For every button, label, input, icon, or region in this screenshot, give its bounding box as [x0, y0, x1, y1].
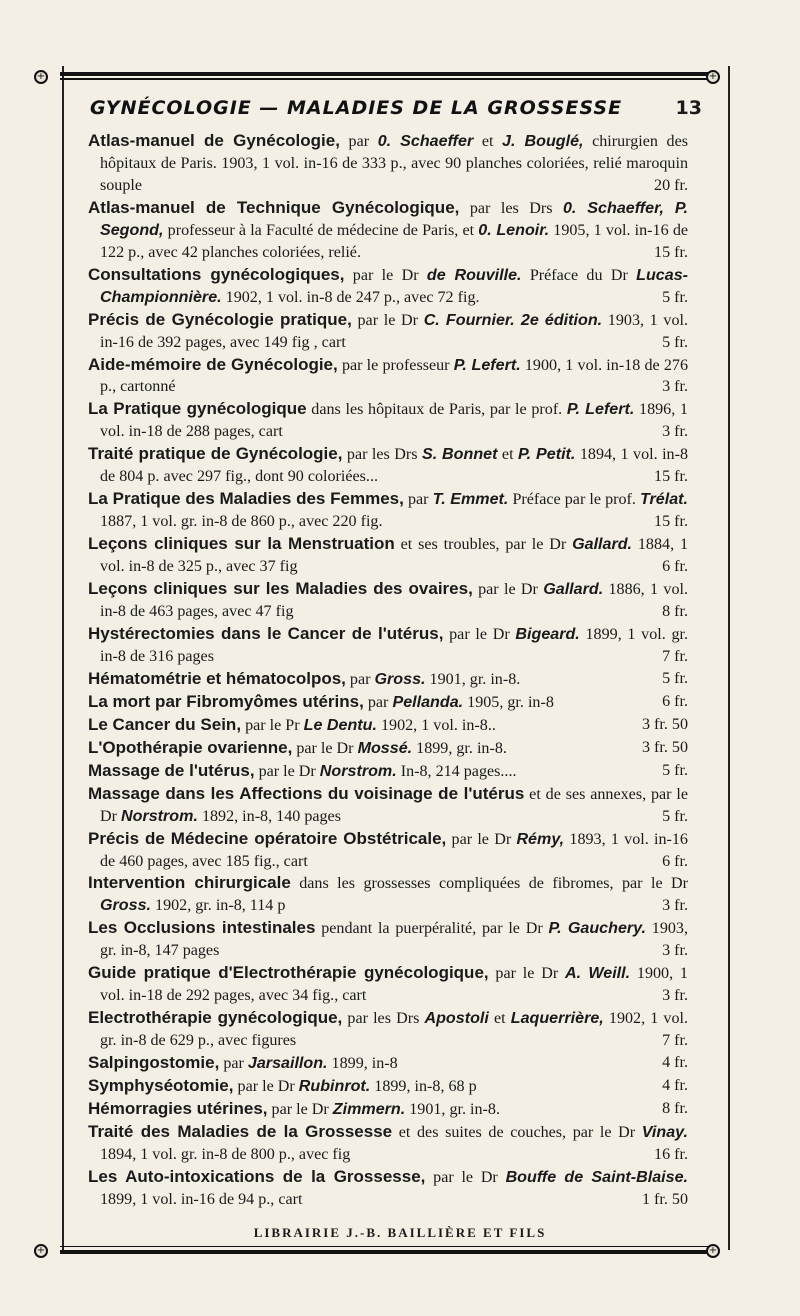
corner-ornament: +: [706, 1244, 720, 1258]
entry-author: P. Lefert.: [566, 400, 635, 419]
entry-author: Jarsaillon.: [247, 1054, 328, 1073]
entry-text: pendant la puerpéralité, par le Dr: [315, 920, 549, 938]
entry-price: 15 fr.: [654, 468, 688, 486]
catalog-entry: [88, 1121, 688, 1166]
entry-description: 1903, gr. in-8, 147 pages: [100, 920, 688, 960]
entry-text: par le Dr: [351, 311, 424, 329]
entry-text: dans les grossesses compliquées de fibromes, par le Dr: [290, 875, 688, 893]
catalog-entry: [88, 1166, 688, 1211]
entry-price: 15 fr.: [654, 243, 688, 261]
running-title: GYNÉCOLOGIE — MALADIES DE LA GROSSESSE: [90, 97, 623, 119]
entry-author: Bouffe de Saint-Blaise.: [505, 1167, 689, 1186]
entry-description: In-8, 214 pages....: [396, 762, 517, 780]
entry-description: 1900, 1 vol. in-18 de 276 p., cartonné: [100, 356, 688, 396]
entry-author: Le Dentu.: [303, 715, 377, 734]
entry-author: de Rouville.: [426, 265, 522, 284]
entry-description: 1902, 1 vol. in-8 de 247 p., avec 72 fig.: [221, 288, 480, 306]
entry-author: P. Gauchery.: [548, 919, 646, 938]
entry-description: 1899, in-8: [327, 1055, 398, 1073]
entry-text: Préface par le prof.: [508, 491, 640, 509]
entry-title: Hématométrie et hématocolpos,: [88, 668, 346, 688]
entry-title: Atlas-manuel de Gynécologie,: [88, 131, 340, 150]
catalog-entry: [88, 533, 688, 578]
entry-price: 5 fr.: [662, 761, 688, 779]
entry-text: par: [363, 693, 393, 711]
entry-description: 1894, 1 vol. gr. in-8 de 800 p., avec fig: [100, 1145, 351, 1163]
entry-description: chirurgien des hôpitaux de Paris. 1903, 1 vol. in-16 de 333 p., avec 90 planches coloriées, relié maroquin souple: [100, 133, 689, 194]
entry-price: 4 fr.: [662, 1054, 688, 1072]
entry-text: par: [219, 1055, 248, 1073]
entry-text: et ses troubles, par le Dr: [394, 536, 573, 554]
entry-description: 1894, 1 vol. in-8 de 804 p. avec 297 fig., dont 90 coloriées...: [100, 446, 688, 486]
entry-price: 8 fr.: [662, 603, 688, 621]
entry-description: 1905, 1 vol. in-16 de 122 p., avec 42 planches coloriées, relié.: [100, 221, 689, 261]
entry-text: par: [339, 133, 378, 150]
entry-text: et des suites de couches, par le Dr: [392, 1123, 642, 1141]
entry-author: Rubinrot.: [298, 1077, 371, 1096]
entry-author: Lucas-Championnière.: [100, 265, 688, 306]
entry-text: par le Dr: [344, 266, 427, 284]
entry-text: par: [345, 670, 375, 688]
entry-author: Mossé.: [357, 738, 413, 757]
entry-description: 1899, 1 vol. gr. in-8 de 316 pages: [100, 625, 688, 665]
entry-text: par les Drs: [342, 1010, 425, 1028]
entry-title: Leçons cliniques sur la Menstruation: [88, 534, 395, 554]
entry-description: 1899, in-8, 68 p: [370, 1078, 477, 1096]
entry-description: 1884, 1 vol. in-8 de 325 p., avec 37 fig: [100, 536, 689, 576]
entry-text: par le Dr: [425, 1168, 506, 1186]
entry-price: 3 fr.: [662, 378, 688, 396]
entry-price: 1 fr. 50: [641, 1190, 688, 1208]
entry-price: 3 fr.: [662, 423, 688, 441]
catalog-entry: [88, 760, 688, 783]
entry-price: 5 fr.: [662, 333, 688, 351]
entry-author: S. Bonnet: [421, 445, 498, 464]
entry-title: Atlas-manuel de Technique Gynécologique,: [88, 197, 460, 217]
entry-price: 6 fr.: [662, 558, 688, 576]
entry-title: Electrothérapie gynécologique,: [88, 1008, 343, 1028]
entry-description: 1900, 1 vol. in-18 de 292 pages, avec 34 fig., cart: [100, 965, 688, 1005]
catalog-entries: [88, 130, 688, 1211]
entry-author: Trélat.: [640, 490, 689, 509]
entry-price: 3 fr. 50: [641, 738, 688, 756]
entry-text: par le Dr: [488, 965, 566, 983]
catalog-entry: [88, 264, 688, 309]
catalog-entry: [88, 443, 688, 488]
corner-ornament: +: [34, 70, 48, 84]
entry-title: Symphyséotomie,: [88, 1076, 234, 1096]
entry-description: 1893, 1 vol. in-16 de 460 pages, avec 185 fig., cart: [100, 830, 688, 870]
entry-price: 3 fr.: [662, 987, 688, 1005]
entry-text: par le Dr: [233, 1078, 299, 1096]
page-number: 13: [675, 97, 702, 119]
entry-author: Vinay.: [641, 1122, 688, 1141]
entry-text: par le Pr: [241, 716, 304, 734]
entry-description: 1892, in-8, 140 pages: [197, 807, 341, 825]
entry-title: Consultations gynécologiques,: [88, 264, 345, 284]
catalog-entry: [88, 714, 688, 737]
entry-text: par le Dr: [254, 762, 320, 780]
entry-author: C. Fournier. 2e édition.: [423, 310, 603, 329]
entry-author: Zimmern.: [332, 1099, 406, 1118]
top-rule: [60, 72, 708, 79]
entry-description: 1901, gr. in-8.: [425, 670, 521, 688]
entry-title: Salpingostomie,: [88, 1053, 220, 1073]
entry-author: Norstrom.: [319, 761, 397, 780]
entry-author: Gallard.: [572, 535, 633, 554]
catalog-entry: [88, 488, 688, 533]
entry-text: par les Drs: [342, 446, 422, 464]
entry-text: par le Dr: [267, 1100, 333, 1118]
entry-text: par: [403, 491, 433, 509]
entry-author: Gross.: [374, 669, 426, 688]
catalog-entry: [88, 197, 688, 264]
entry-title: Le Cancer du Sein,: [88, 714, 242, 734]
entry-price: 20 fr.: [654, 176, 688, 194]
entry-title: Aide-mémoire de Gynécologie,: [88, 354, 338, 374]
entry-title: La Pratique des Maladies des Femmes,: [88, 489, 404, 509]
entry-author: Rémy,: [516, 829, 565, 848]
entry-title: Intervention chirurgicale: [88, 873, 291, 893]
entry-description: 1886, 1 vol. in-8 de 463 pages, avec 47 fig: [100, 581, 688, 621]
entry-price: 6 fr.: [662, 852, 688, 870]
entry-description: 1896, 1 vol. in-18 de 288 pages, cart: [100, 401, 688, 441]
entry-price: 16 fr.: [654, 1145, 688, 1163]
entry-author: Pellanda.: [392, 692, 464, 711]
catalog-entry: [88, 872, 688, 917]
entry-title: Les Auto-intoxications de la Grossesse,: [88, 1166, 426, 1186]
entry-author: Norstrom.: [121, 806, 198, 825]
entry-text: par les Drs: [459, 199, 563, 217]
entry-title: L'Opothérapie ovarienne,: [88, 737, 293, 757]
entry-author: A. Weill.: [565, 964, 631, 983]
entry-title: Leçons cliniques sur les Maladies des ovaires,: [88, 579, 473, 599]
entry-description: 1902, gr. in-8, 114 p: [151, 897, 286, 915]
bottom-rule: [60, 1246, 708, 1254]
entry-description: 1903, 1 vol. in-16 de 392 pages, avec 149 fig , cart: [100, 311, 688, 351]
catalog-entry: [88, 783, 688, 828]
entry-text: et: [473, 133, 503, 150]
entry-description: 1902, 1 vol. gr. in-8 de 629 p., avec figures: [100, 1010, 689, 1050]
entry-author: 0. Schaeffer, P. Segond,: [100, 198, 688, 239]
catalog-entry: [88, 354, 688, 399]
catalog-entry: [88, 309, 688, 354]
entry-author: 0. Lenoir.: [478, 220, 550, 239]
entry-price: 5 fr.: [662, 669, 688, 687]
entry-text: par le Dr: [446, 830, 517, 848]
entry-price: 4 fr.: [662, 1077, 688, 1095]
entry-title: Précis de Gynécologie pratique,: [88, 309, 352, 329]
entry-title: La mort par Fibromyômes utérins,: [88, 691, 364, 711]
entry-title: Précis de Médecine opératoire Obstétricale,: [88, 828, 447, 848]
entry-title: Hystérectomies dans le Cancer de l'utérus,: [88, 623, 444, 643]
entry-title: Massage de l'utérus,: [88, 760, 255, 780]
entry-price: 3 fr.: [662, 897, 688, 915]
entry-text: et: [488, 1010, 511, 1028]
catalog-entry: [88, 1007, 688, 1052]
publisher-footer: LIBRAIRIE J.-B. BAILLIÈRE ET FILS: [253, 1225, 547, 1240]
entry-title: La Pratique gynécologique: [88, 399, 307, 419]
entry-title: Guide pratique d'Electrothérapie gynécologique,: [88, 963, 489, 983]
entry-author: Gallard.: [543, 580, 604, 599]
entry-text: par le Dr: [292, 739, 358, 757]
entry-text: et: [497, 446, 519, 464]
catalog-entry: [88, 623, 688, 668]
entry-author: T. Emmet.: [432, 490, 509, 509]
entry-title: Traité des Maladies de la Grossesse: [88, 1121, 393, 1141]
catalog-entry: [88, 130, 688, 197]
catalog-entry: [88, 1075, 688, 1098]
entry-description: 1901, gr. in-8.: [405, 1100, 500, 1118]
entry-description: 1899, gr. in-8.: [412, 739, 507, 757]
entry-text: par le Dr: [472, 581, 544, 599]
entry-author: Apostoli: [424, 1009, 489, 1028]
entry-price: 8 fr.: [662, 1099, 688, 1117]
entry-price: 3 fr.: [662, 942, 688, 960]
entry-author: Gross.: [100, 896, 151, 915]
catalog-entry: [88, 1098, 688, 1121]
catalog-entry: [88, 917, 688, 962]
entry-description: 1899, 1 vol. in-16 de 94 p., cart: [100, 1190, 303, 1208]
entry-price: 7 fr.: [662, 1032, 688, 1050]
entry-author: Laquerrière,: [510, 1009, 604, 1028]
catalog-entry: [88, 1052, 688, 1075]
catalog-entry: [88, 398, 688, 443]
corner-ornament: +: [706, 70, 720, 84]
entry-title: Hémorragies utérines,: [88, 1098, 268, 1118]
catalog-entry: [88, 578, 688, 623]
entry-text: dans les hôpitaux de Paris, par le prof.: [306, 401, 567, 419]
entry-text: professeur à la Faculté de médecine de Paris, et: [163, 221, 479, 239]
entry-price: 3 fr. 50: [641, 715, 688, 733]
entry-price: 6 fr.: [662, 692, 688, 710]
entry-text: par le professeur: [337, 356, 454, 374]
page-header: [90, 97, 702, 123]
entry-author: 0. Schaeffer: [377, 132, 474, 150]
catalog-entry: [88, 668, 688, 691]
entry-price: 15 fr.: [654, 513, 688, 531]
entry-title: Traité pratique de Gynécologie,: [88, 444, 343, 464]
catalog-entry: [88, 691, 688, 714]
entry-title: Les Occlusions intestinales: [88, 918, 316, 938]
entry-price: 5 fr.: [662, 807, 688, 825]
catalog-entry: [88, 962, 688, 1007]
entry-author: P. Petit.: [518, 445, 576, 464]
entry-price: 5 fr.: [662, 288, 688, 306]
entry-title: Massage dans les Affections du voisinage de l'utérus: [88, 783, 525, 803]
entry-text: et de ses annexes, par le Dr: [100, 785, 688, 825]
entry-author: J. Bouglé,: [502, 132, 584, 150]
entry-text: par le Dr: [443, 625, 516, 643]
entry-price: 7 fr.: [662, 647, 688, 665]
catalog-entry: [88, 828, 688, 873]
catalog-entry: [88, 737, 688, 760]
corner-ornament: +: [34, 1244, 48, 1258]
entry-description: 1902, 1 vol. in-8..: [376, 716, 496, 734]
entry-author: P. Lefert.: [453, 355, 521, 374]
entry-description: 1905, gr. in-8: [463, 693, 554, 711]
entry-description: 1887, 1 vol. gr. in-8 de 860 p., avec 220 fig.: [100, 513, 383, 531]
entry-author: Bigeard.: [515, 624, 580, 643]
entry-text: Préface du Dr: [521, 266, 637, 284]
